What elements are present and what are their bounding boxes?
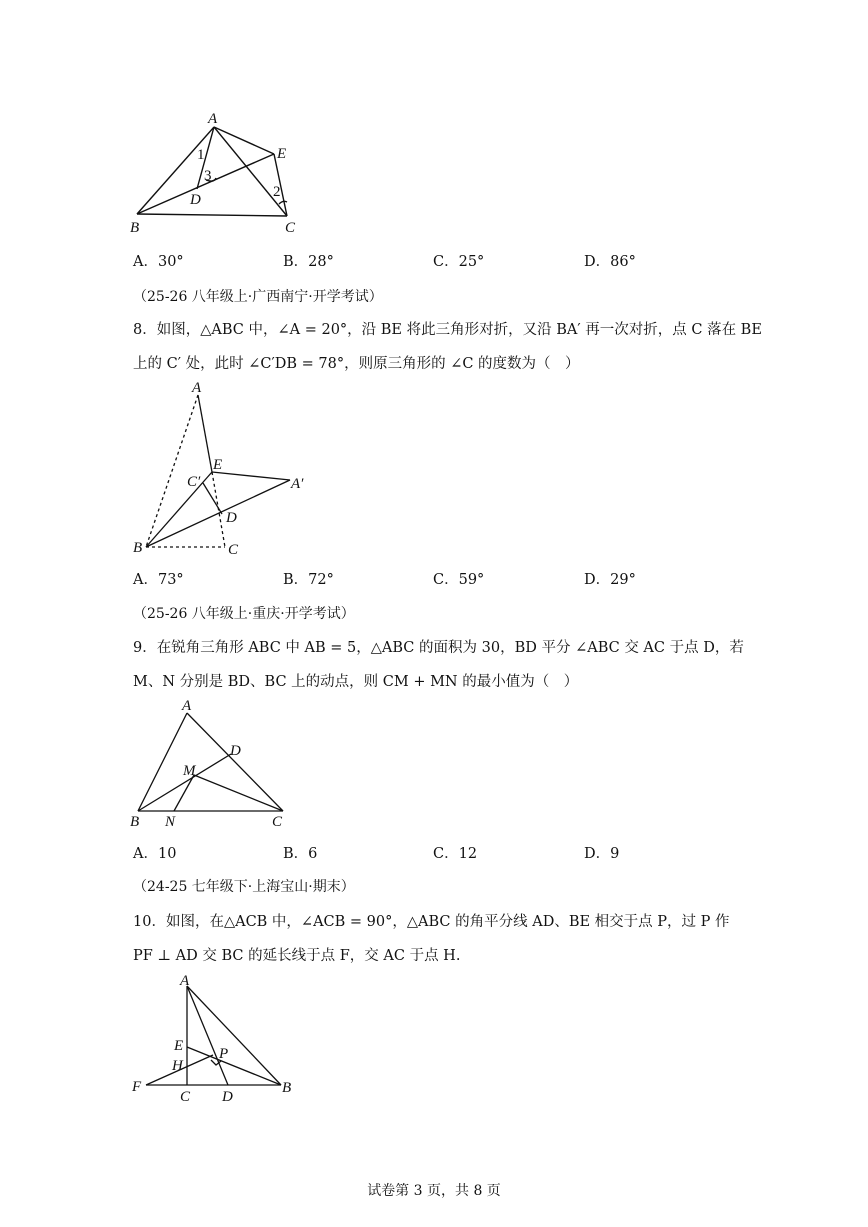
fig8-label-A: A [192, 380, 202, 396]
fig9-label-M: M [183, 763, 196, 779]
q9-text-line2: M、N 分别是 BD、BC 上的动点，则 CM + MN 的最小值为（ ） [133, 674, 579, 690]
q8-option-c: C．59° [433, 572, 485, 588]
q7-option-c: C．25° [433, 254, 485, 270]
fig7-label-2: 2 [273, 184, 281, 200]
q10-text-line2: PF ⊥ AD 交 BC 的延长线于点 F，交 AC 于点 H. [133, 948, 461, 964]
q8-option-a: A．73° [133, 572, 184, 588]
fig8-label-C1: C′ [187, 474, 201, 490]
q8-text-line1: 8．如图，△ABC 中，∠A = 20°，沿 BE 将此三角形对折，又沿 BA′ 再一次对折，点 C 落在 BE [133, 322, 762, 338]
fig10-label-A: A [180, 973, 190, 989]
fig9-label-A: A [182, 698, 192, 714]
q8-option-b: B．72° [283, 572, 334, 588]
q7-option-a: A．30° [133, 254, 184, 270]
q9-option-a: A．10 [133, 846, 177, 862]
page-footer: 试卷第 3 页，共 8 页 [367, 1183, 501, 1199]
fig8-label-C: C [228, 542, 239, 558]
q9-text-line1: 9．在锐角三角形 ABC 中 AB = 5，△ABC 的面积为 30，BD 平分 ∠ABC 交 AC 于点 D，若 [133, 640, 744, 656]
fig8-label-B: B [133, 540, 143, 556]
fig10-label-P: P [219, 1046, 229, 1062]
fig10-label-B: B [282, 1080, 292, 1096]
fig9-label-N: N [165, 814, 176, 830]
q10-text-line1: 10．如图，在△ACB 中，∠ACB = 90°，△ABC 的角平分线 AD、BE 相交于点 P，过 P 作 [133, 914, 730, 930]
q9-source: （25-26 八年级上·重庆·开学考试） [133, 606, 355, 622]
q9-option-c: C．12 [433, 846, 478, 862]
fig10-label-F: F [132, 1079, 142, 1095]
fig9-label-C: C [272, 814, 283, 830]
fig8-label-D: D [226, 510, 237, 526]
fig7-label-A: A [208, 111, 218, 127]
fig7-label-E: E [277, 146, 287, 162]
fig7-label-3: 3 [204, 168, 212, 184]
q9-option-b: B．6 [283, 846, 318, 862]
fig10-label-D: D [222, 1089, 233, 1105]
fig10-label-E: E [174, 1038, 184, 1054]
q10-source: （24-25 七年级下·上海宝山·期末） [133, 879, 355, 895]
fig7-label-B: B [130, 220, 140, 236]
q8-source: （25-26 八年级上·广西南宁·开学考试） [133, 289, 383, 305]
q7-option-b: B．28° [283, 254, 334, 270]
fig7-label-C: C [285, 220, 296, 236]
fig10-label-C: C [180, 1089, 191, 1105]
q9-option-d: D．9 [584, 846, 620, 862]
q8-text-line2: 上的 C′ 处，此时 ∠C′DB = 78°，则原三角形的 ∠C 的度数为（ ） [133, 356, 580, 372]
fig7-label-1: 1 [197, 147, 205, 163]
fig8-label-E: E [213, 457, 223, 473]
q8-option-d: D．29° [584, 572, 636, 588]
fig9-label-B: B [130, 814, 140, 830]
fig9-label-D: D [230, 743, 241, 759]
fig8-label-A1: A′ [291, 476, 304, 492]
fig10-label-H: H [172, 1058, 183, 1074]
q7-option-d: D．86° [584, 254, 636, 270]
fig7-label-D: D [190, 192, 201, 208]
